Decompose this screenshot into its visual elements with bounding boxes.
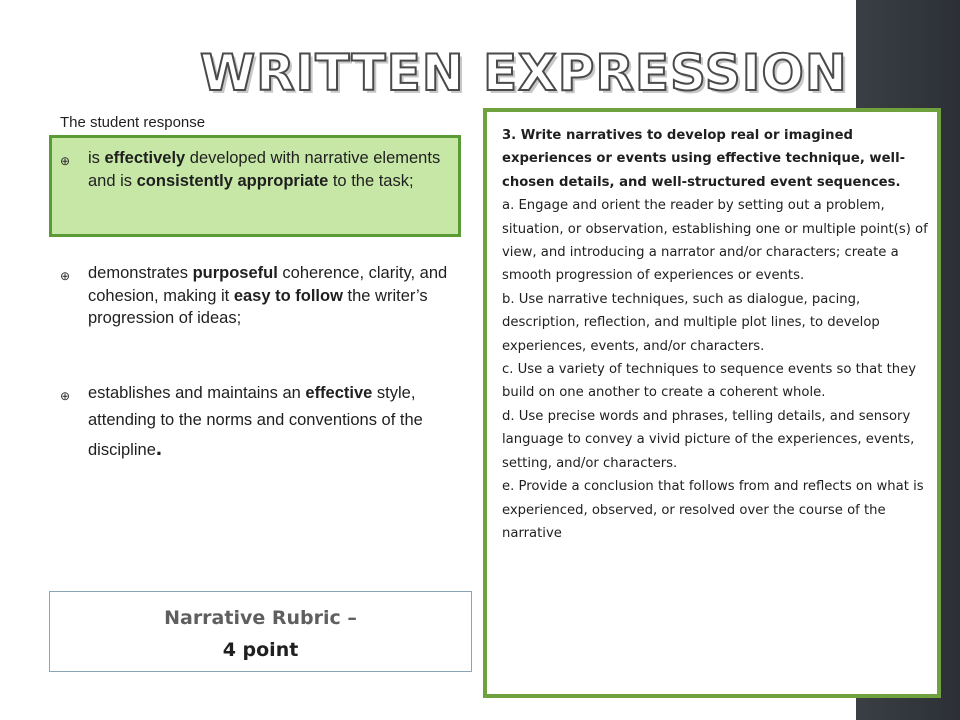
- plain-text: demonstrates: [88, 264, 193, 282]
- standard-text-box: [483, 108, 941, 698]
- standard-heading: 3. Write narratives to develop real or imagined experiences or events using effective technique, well-chosen details, and well-structured event sequences.: [502, 128, 906, 190]
- standard-item: e. Provide a conclusion that follows from and reflects on what is experienced, observed, or resolved over the course of the narrative: [502, 479, 924, 541]
- rubric-label-box: [49, 591, 472, 672]
- standard-item: d. Use precise words and phrases, telling details, and sensory language to convey a vivid picture of the experiences, events, setting, and/or characters.: [502, 408, 915, 471]
- bullet-text: [88, 380, 460, 464]
- emphasis-text: easy to follow: [233, 286, 343, 305]
- emphasis-text: purposeful: [192, 264, 278, 282]
- circle-cross-bullet-icon: ⊕: [60, 389, 71, 403]
- plain-text: coherence, clarity, and cohesion, making it: [88, 264, 448, 305]
- plain-text: is: [88, 149, 105, 167]
- bullet-text: [88, 262, 460, 330]
- plain-text: to the task;: [328, 171, 414, 190]
- emphasis-text: effective: [305, 384, 373, 402]
- plain-text: establishes and maintains an: [88, 384, 306, 402]
- circle-cross-bullet-icon: ⊕: [60, 154, 71, 168]
- circle-cross-bullet-icon: ⊕: [60, 269, 71, 283]
- bullet-text: [88, 147, 460, 192]
- slide-title: WRITTEN EXPRESSION: [200, 44, 848, 102]
- plain-text: developed with narrative elements and is: [88, 149, 441, 190]
- plain-text: the writer’s progression of ideas;: [88, 286, 428, 327]
- emphasis-text: consistently appropriate: [136, 171, 329, 190]
- rubric-points: 4 point: [222, 639, 299, 661]
- end-punctuation: .: [155, 435, 162, 460]
- rubric-title: Narrative Rubric –: [164, 607, 357, 629]
- standard-item: c. Use a variety of techniques to sequence events so that they build on one another to create a coherent whole.: [502, 362, 917, 401]
- standard-item: b. Use narrative techniques, such as dialogue, pacing, description, reflection, and multiple plot lines, to develop experiences, events, and/or characters.: [502, 291, 880, 354]
- bullet-item: [60, 147, 460, 192]
- bullet-item: [60, 262, 460, 330]
- intro-text: The student response: [60, 114, 206, 131]
- bullet-item: [60, 380, 460, 464]
- standard-item: a. Engage and orient the reader by setting out a problem, situation, or observation, establishing one or multiple point(s) of view, and introducing a narrator and/or characters; create a smooth progression of experiences or events.: [502, 198, 928, 284]
- plain-text: style, attending to the norms and conventions of the discipline: [88, 384, 423, 459]
- emphasis-text: effectively: [104, 149, 186, 167]
